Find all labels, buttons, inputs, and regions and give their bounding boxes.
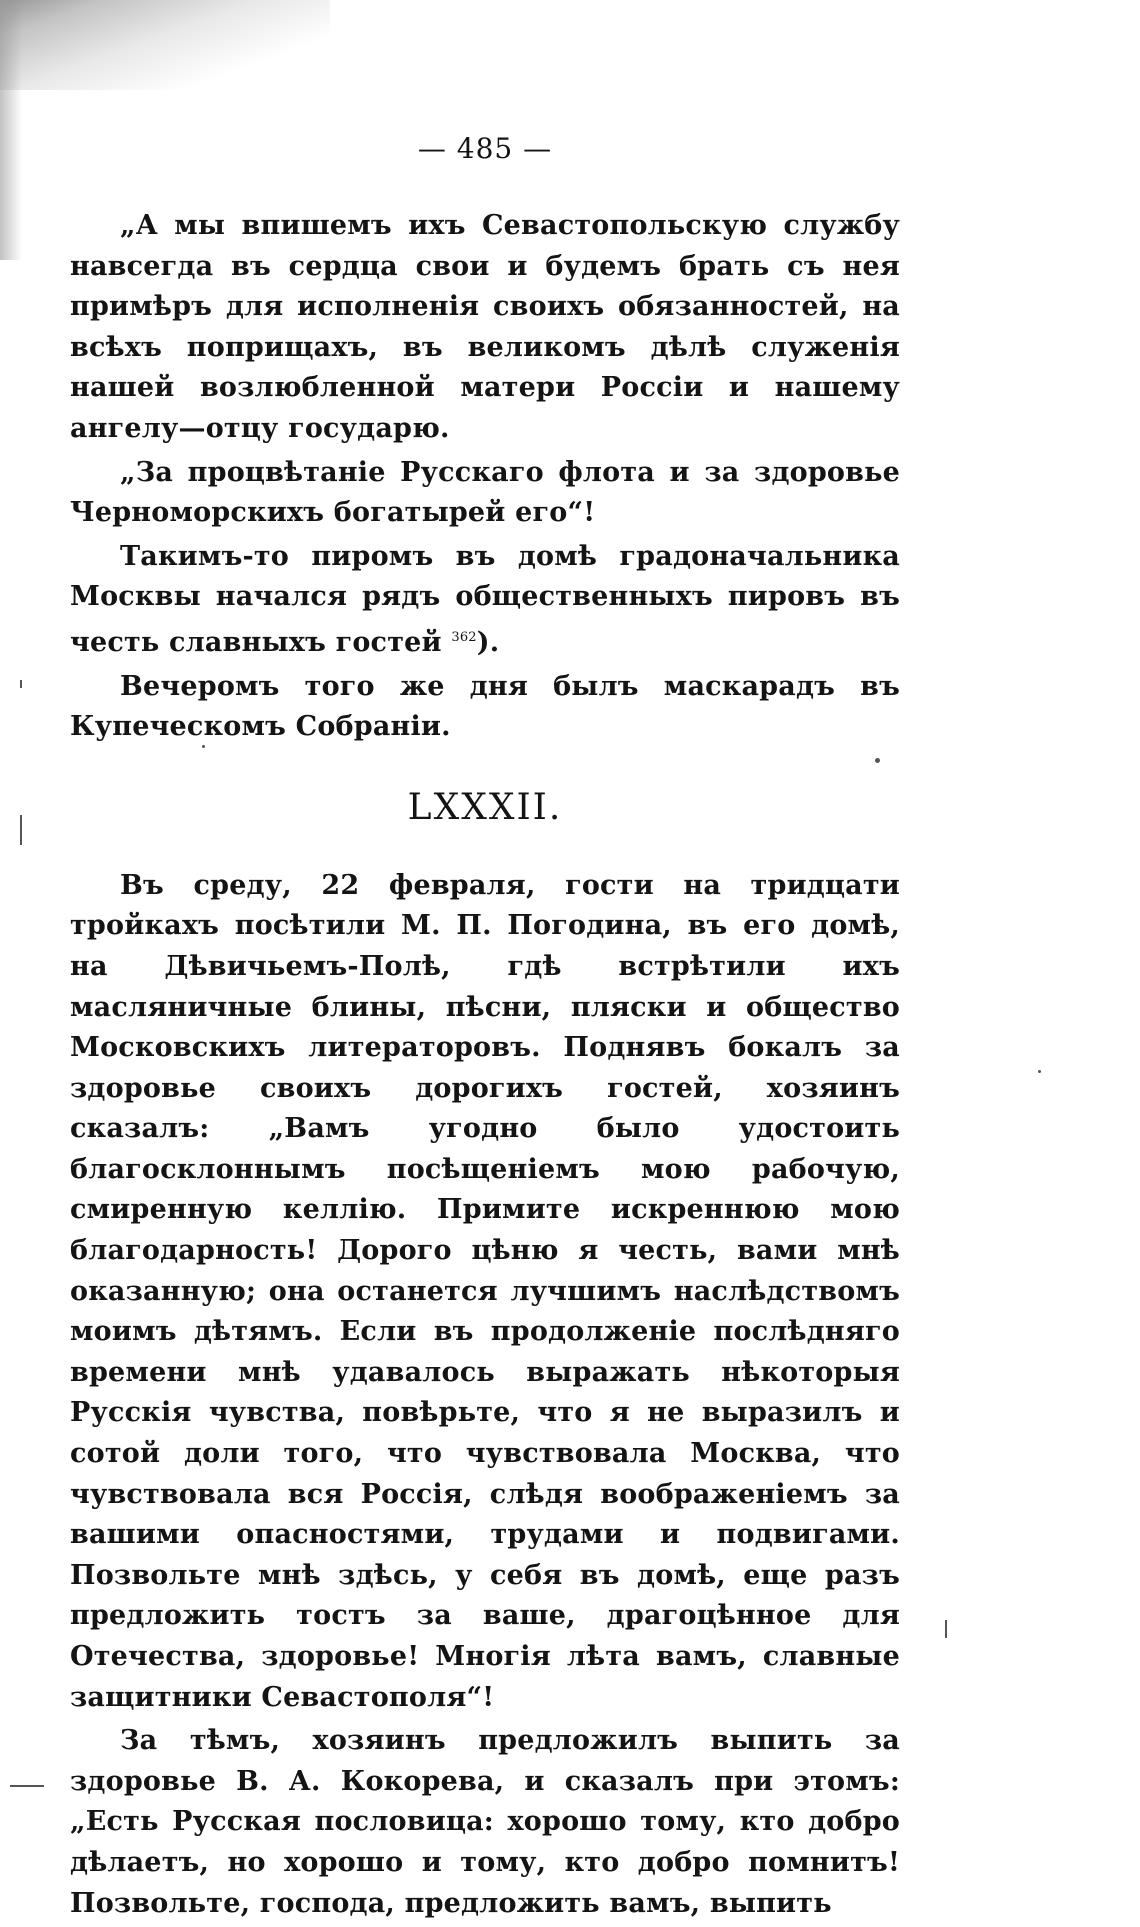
scan-speck (1038, 1070, 1041, 1073)
footnote-reference: 362 (451, 629, 477, 645)
scan-edge-shadow (0, 0, 22, 260)
page-number: — 485 — (417, 132, 553, 165)
paragraph-text: ). (476, 626, 500, 658)
paragraph-text: Такимъ-то пиромъ въ домѣ градоначальника Москвы начался рядъ общественныхъ пировъ въ честь славныхъ гостей (70, 540, 900, 658)
paragraph: „А мы впишемъ ихъ Севастопольскую службу навсегда въ сердца свои и будемъ брать съ нея примѣръ для исполненія своихъ обязанностей, на всѣхъ поприщахъ, въ великомъ дѣлѣ служенія нашей возлюбленной матери Россіи и нашему ангелу—отцу государю. (70, 210, 900, 444)
page-content (70, 132, 900, 1927)
paragraph: Въ среду, 22 февраля, гости на тридцати тройкахъ посѣтили М. П. Погодина, въ его домѣ, на Дѣвичьемъ-Полѣ, гдѣ встрѣтили ихъ масляничные блины, пѣсни, пляски и общество Московскихъ литераторовъ. Поднявъ бокалъ за здоровье своихъ дорогихъ гостей, хозяинъ сказалъ: „Вамъ угодно было удостоить благосклоннымъ посѣщеніемъ мою рабочую, смиренную келлію. Примите искреннюю мою благодарность! Дорого цѣню я честь, вами мнѣ оказанную; она останется лучшимъ наслѣдствомъ моимъ дѣтямъ. Если въ продолженіе послѣдняго времени мнѣ удавалось выражать нѣкоторыя Русскія чувства, повѣрьте, что я не выразилъ и сотой доли того, что чувствовала Москва, что чувствовала вся Россія, слѣдя воображеніемъ за вашими опасностями, трудами и подвигами. Позвольте мнѣ здѣсь, у себя въ домѣ, еще разъ предложить тостъ за ваше, драгоцѣнное для Отечества, здоровье! Многія лѣта вамъ, славные защитники Севастополя“! (70, 869, 900, 1713)
scan-speck (20, 680, 22, 688)
paragraph (70, 537, 900, 664)
scan-speck (945, 1620, 947, 1638)
scan-speck (20, 815, 22, 845)
paragraph: „За процвѣтаніе Русскаго флота и за здоровье Черноморскихъ богатырей его“! (70, 456, 900, 529)
paragraph: Вечеромъ того же дня былъ маскарадъ въ Купеческомъ Собраніи. (70, 670, 900, 743)
scan-corner-shadow (0, 0, 330, 90)
section-heading: LXXXII. (407, 786, 563, 828)
paragraph: За тѣмъ, хозяинъ предложилъ выпить за здоровье В. А. Кокорева, и сказалъ при этомъ: „Есть Русская пословица: хорошо тому, кто добро дѣлаетъ, но хорошо и тому, кто добро помнитъ! Позвольте, господа, предложить вамъ, выпить (70, 1725, 900, 1919)
scan-speck (10, 1785, 44, 1787)
